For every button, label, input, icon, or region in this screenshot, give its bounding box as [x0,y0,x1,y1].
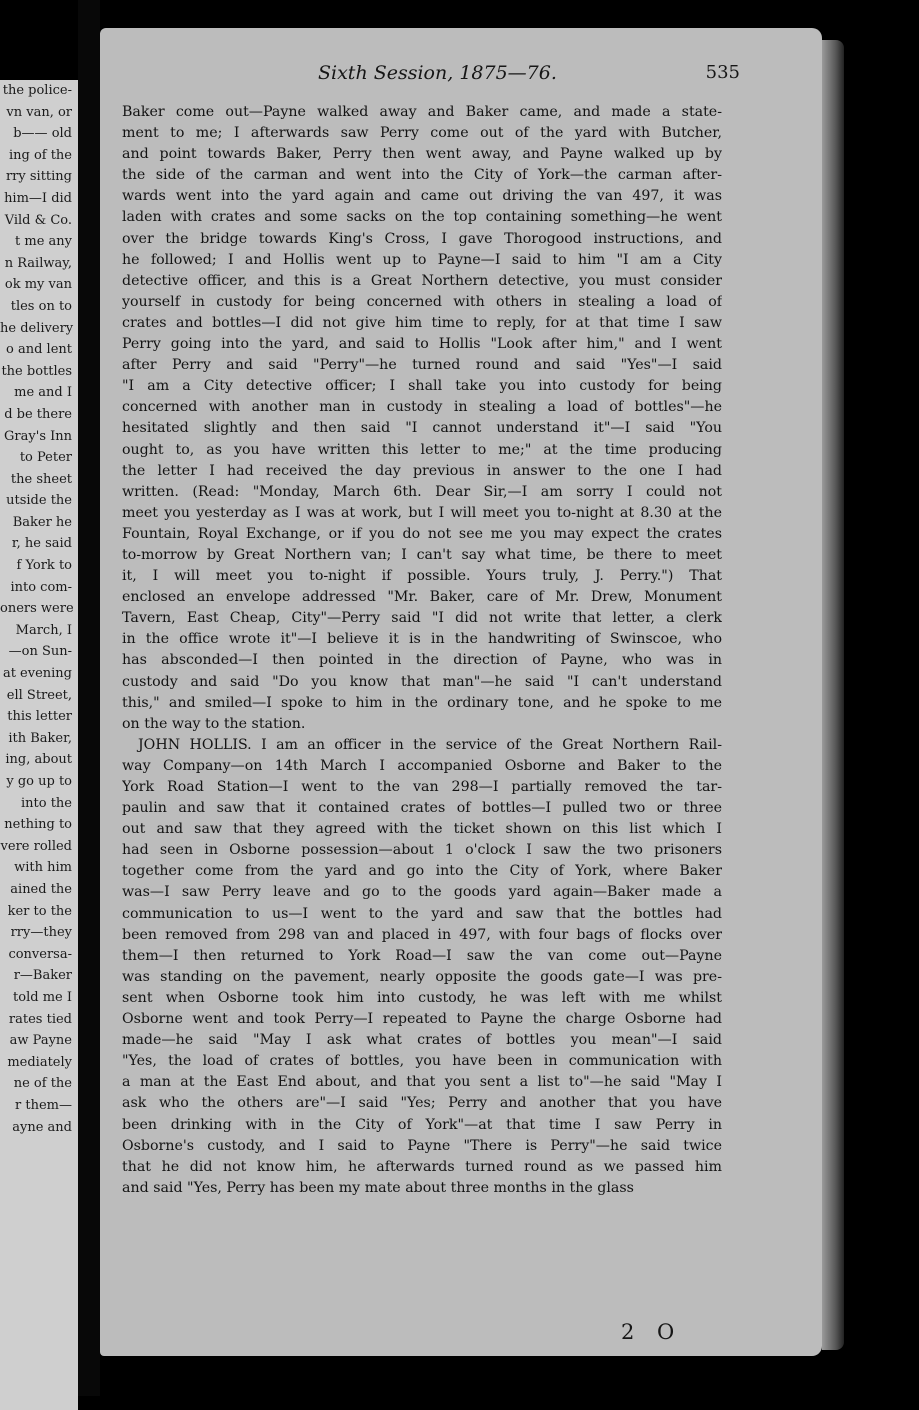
facing-line: rates tied [8,1011,72,1027]
facing-line: nething to [4,817,72,833]
facing-line: ne of the [13,1076,72,1092]
facing-line: f York to [16,558,72,574]
text-line: over the bridge towards King's Cross, I gave Thorogood instructions, and [122,230,722,247]
text-line: it, I will meet you to-night if possible. Yours truly, J. Perry.") That [122,568,722,585]
facing-line: d be there [4,406,72,422]
text-line: concerned with another man in custody in stealing a load of bottles"—he [122,399,722,416]
page-edge [822,40,844,1350]
text-line: Osborne went and took Perry—I repeated to Payne the charge Osborne had [122,1011,722,1028]
text-line: was—I saw Perry leave and go to the goods yard again—Baker made a [122,884,722,901]
facing-line: r them— [15,1097,72,1113]
text-line: enclosed an envelope addressed "Mr. Baker, care of Mr. Drew, Monument [122,589,722,606]
facing-page-fragment [0,80,78,1410]
text-line: the side of the carman and went into the City of York—the carman after- [122,167,722,184]
facing-line: utside the [6,493,72,509]
text-line: on the way to the station. [122,715,306,732]
facing-line: r—Baker [13,968,72,984]
facing-line: rry—they [10,925,72,941]
text-line: paulin and saw that it contained crates of bottles—I pulled two or three [122,800,722,817]
facing-line: n Railway, [4,255,72,271]
text-line: the letter I had received the day previous in answer to the one I had [122,462,722,479]
text-line: made—he said "May I ask what crates of bottles you mean"—I said [122,1032,722,1049]
facing-line: ing, about [5,752,72,768]
facing-line: into the [20,795,72,811]
facing-line: him—I did [4,190,72,206]
facing-line: ell Street, [6,687,72,703]
facing-line: ker to the [7,903,72,919]
text-line: been removed from 298 van and placed in 497, with four bags of flocks over [122,926,722,943]
facing-line: y go up to [6,774,72,789]
facing-line: March, I [15,622,72,638]
facing-line: the police- [2,83,72,98]
text-line: York Road Station—I went to the van 298—I partially removed the tar- [122,779,722,795]
text-line: a man at the East End about, and that you sent a list to"—he said "May I [122,1074,722,1091]
facing-line: Gray's Inn [4,428,72,444]
text-line: detective officer, and this is a Great Northern detective, you must consider [122,272,722,289]
facing-line: tles on to [10,298,72,314]
text-line: Tavern, East Cheap, City"—Perry said "I did not write that letter, a clerk [122,610,722,627]
text-line: written. (Read: "Monday, March 6th. Dear Sir,—I am sorry I could not [122,483,722,500]
facing-line: vere rolled [0,838,72,854]
facing-line: at evening [2,666,72,682]
text-line: Baker come out—Payne walked away and Baker came, and made a state- [122,104,722,120]
facing-page-text [0,80,78,1138]
text-line: them—I then returned to York Road—I saw the van come out—Payne [122,947,722,964]
text-line: hesitated slightly and then said "I cannot understand it"—I said "You [122,420,722,437]
text-line: laden with crates and some sacks on the top containing something—he went [122,209,722,226]
facing-line: Baker he [12,514,72,530]
page-body-text [122,102,722,1199]
text-line: Osborne's custody, and I said to Payne "There is Perry"—he said twice [122,1137,722,1154]
signature-mark: 2 O [621,1320,683,1344]
facing-line: Vild & Co. [4,212,72,228]
facing-line: o and lent [6,342,72,358]
text-line: meet you yesterday as I was at work, but I will meet you to-night at 8.30 at the [122,504,722,521]
facing-line: conversa- [8,946,72,962]
text-line: out and saw that they agreed with the ticket shown on this list which I [122,821,722,838]
facing-line: ing of the [8,147,72,163]
text-line: crates and bottles—I did not give him time to reply, for at that time I saw [122,314,722,331]
text-line: had seen in Osborne possession—about 1 o'clock I saw the two prisoners [122,842,722,859]
facing-line: b—— old [13,126,72,142]
facing-line: aw Payne [9,1033,72,1049]
text-line: Perry going into the yard, and said to Hollis "Look after him," and I went [122,336,722,353]
facing-line: —on Sun- [8,644,72,660]
facing-line: the sheet [10,471,72,487]
facing-line: r, he said [11,536,72,552]
facing-line: rry sitting [5,169,72,185]
text-line: "Yes, the load of crates of bottles, you have been in communication with [122,1053,722,1070]
text-line: ment to me; I afterwards saw Perry come out of the yard with Butcher, [122,125,722,142]
text-line: after Perry and said "Perry"—he turned round and said "Yes"—I said [122,357,722,374]
facing-line: ith Baker, [8,730,72,746]
facing-line: he delivery [0,320,74,336]
session-title: Sixth Session, 1875—76. [318,62,557,84]
text-line: wards went into the yard again and came out driving the van 497, it was [122,188,722,205]
text-line: together come from the yard and go into the City of York, where Baker [122,863,722,880]
text-line: in the office wrote it"—I believe it is in the handwriting of Swinscoe, who [122,631,722,648]
text-line: to-morrow by Great Northern van; I can't say what time, be there to meet [122,546,722,563]
running-header [120,62,740,92]
text-line: sent when Osborne took him into custody, he was left with me whilst [122,989,722,1006]
text-line: custody and said "Do you know that man"—he said "I can't understand [122,673,722,690]
text-line: ask who the others are"—I said "Yes; Perry and another that you have [122,1095,722,1112]
facing-line: into com- [10,579,72,595]
text-line: Fountain, Royal Exchange, or if you do not see me you may expect the crates [122,525,722,542]
facing-line: ained the [10,881,72,897]
text-line: that he did not know him, he afterwards turned round as we passed him [122,1158,722,1175]
facing-line: ok my van [4,277,72,293]
text-line: and said "Yes, Perry has been my mate about three months in the glass [122,1179,634,1196]
text-line: he followed; I and Hollis went up to Payne—I said to him "I am a City [122,251,722,268]
text-line: way Company—on 14th March I accompanied Osborne and Baker to the [122,757,722,774]
facing-line: this letter [7,709,72,725]
text-line: was standing on the pavement, nearly opposite the goods gate—I was pre- [122,968,722,985]
facing-line: t me any [15,234,72,250]
text-line: and point towards Baker, Perry then went away, and Payne walked up by [122,146,722,163]
text-line: "I am a City detective officer; I shall take you into custody for being [122,378,722,395]
facing-line: told me I [13,989,72,1005]
text-line: yourself in custody for being concerned with others in stealing a load of [122,293,722,310]
facing-line: mediately [7,1054,72,1070]
facing-line: to Peter [19,450,72,466]
text-line: been drinking with in the City of York"—at that time I saw Perry in [122,1116,722,1133]
book-gutter [78,0,100,1396]
page-number: 535 [705,62,740,83]
facing-line: with him [14,860,72,876]
text-line: has absconded—I then pointed in the direction of Payne, who was in [122,652,722,669]
facing-line: the bottles [1,363,72,379]
facing-line: vn van, or [6,104,72,120]
text-line: communication to us—I went to the yard and saw that the bottles had [122,905,722,922]
facing-line: oners were [0,601,74,617]
text-line: ought to, as you have written this letter to me;" at the time producing [122,441,722,458]
text-line: this," and smiled—I spoke to him in the ordinary tone, and he spoke to me [122,694,722,711]
facing-line: ayne and [12,1119,72,1135]
text-line: JOHN HOLLIS. I am an officer in the service of the Great Northern Rail- [138,736,722,753]
facing-line: me and I [14,385,72,401]
